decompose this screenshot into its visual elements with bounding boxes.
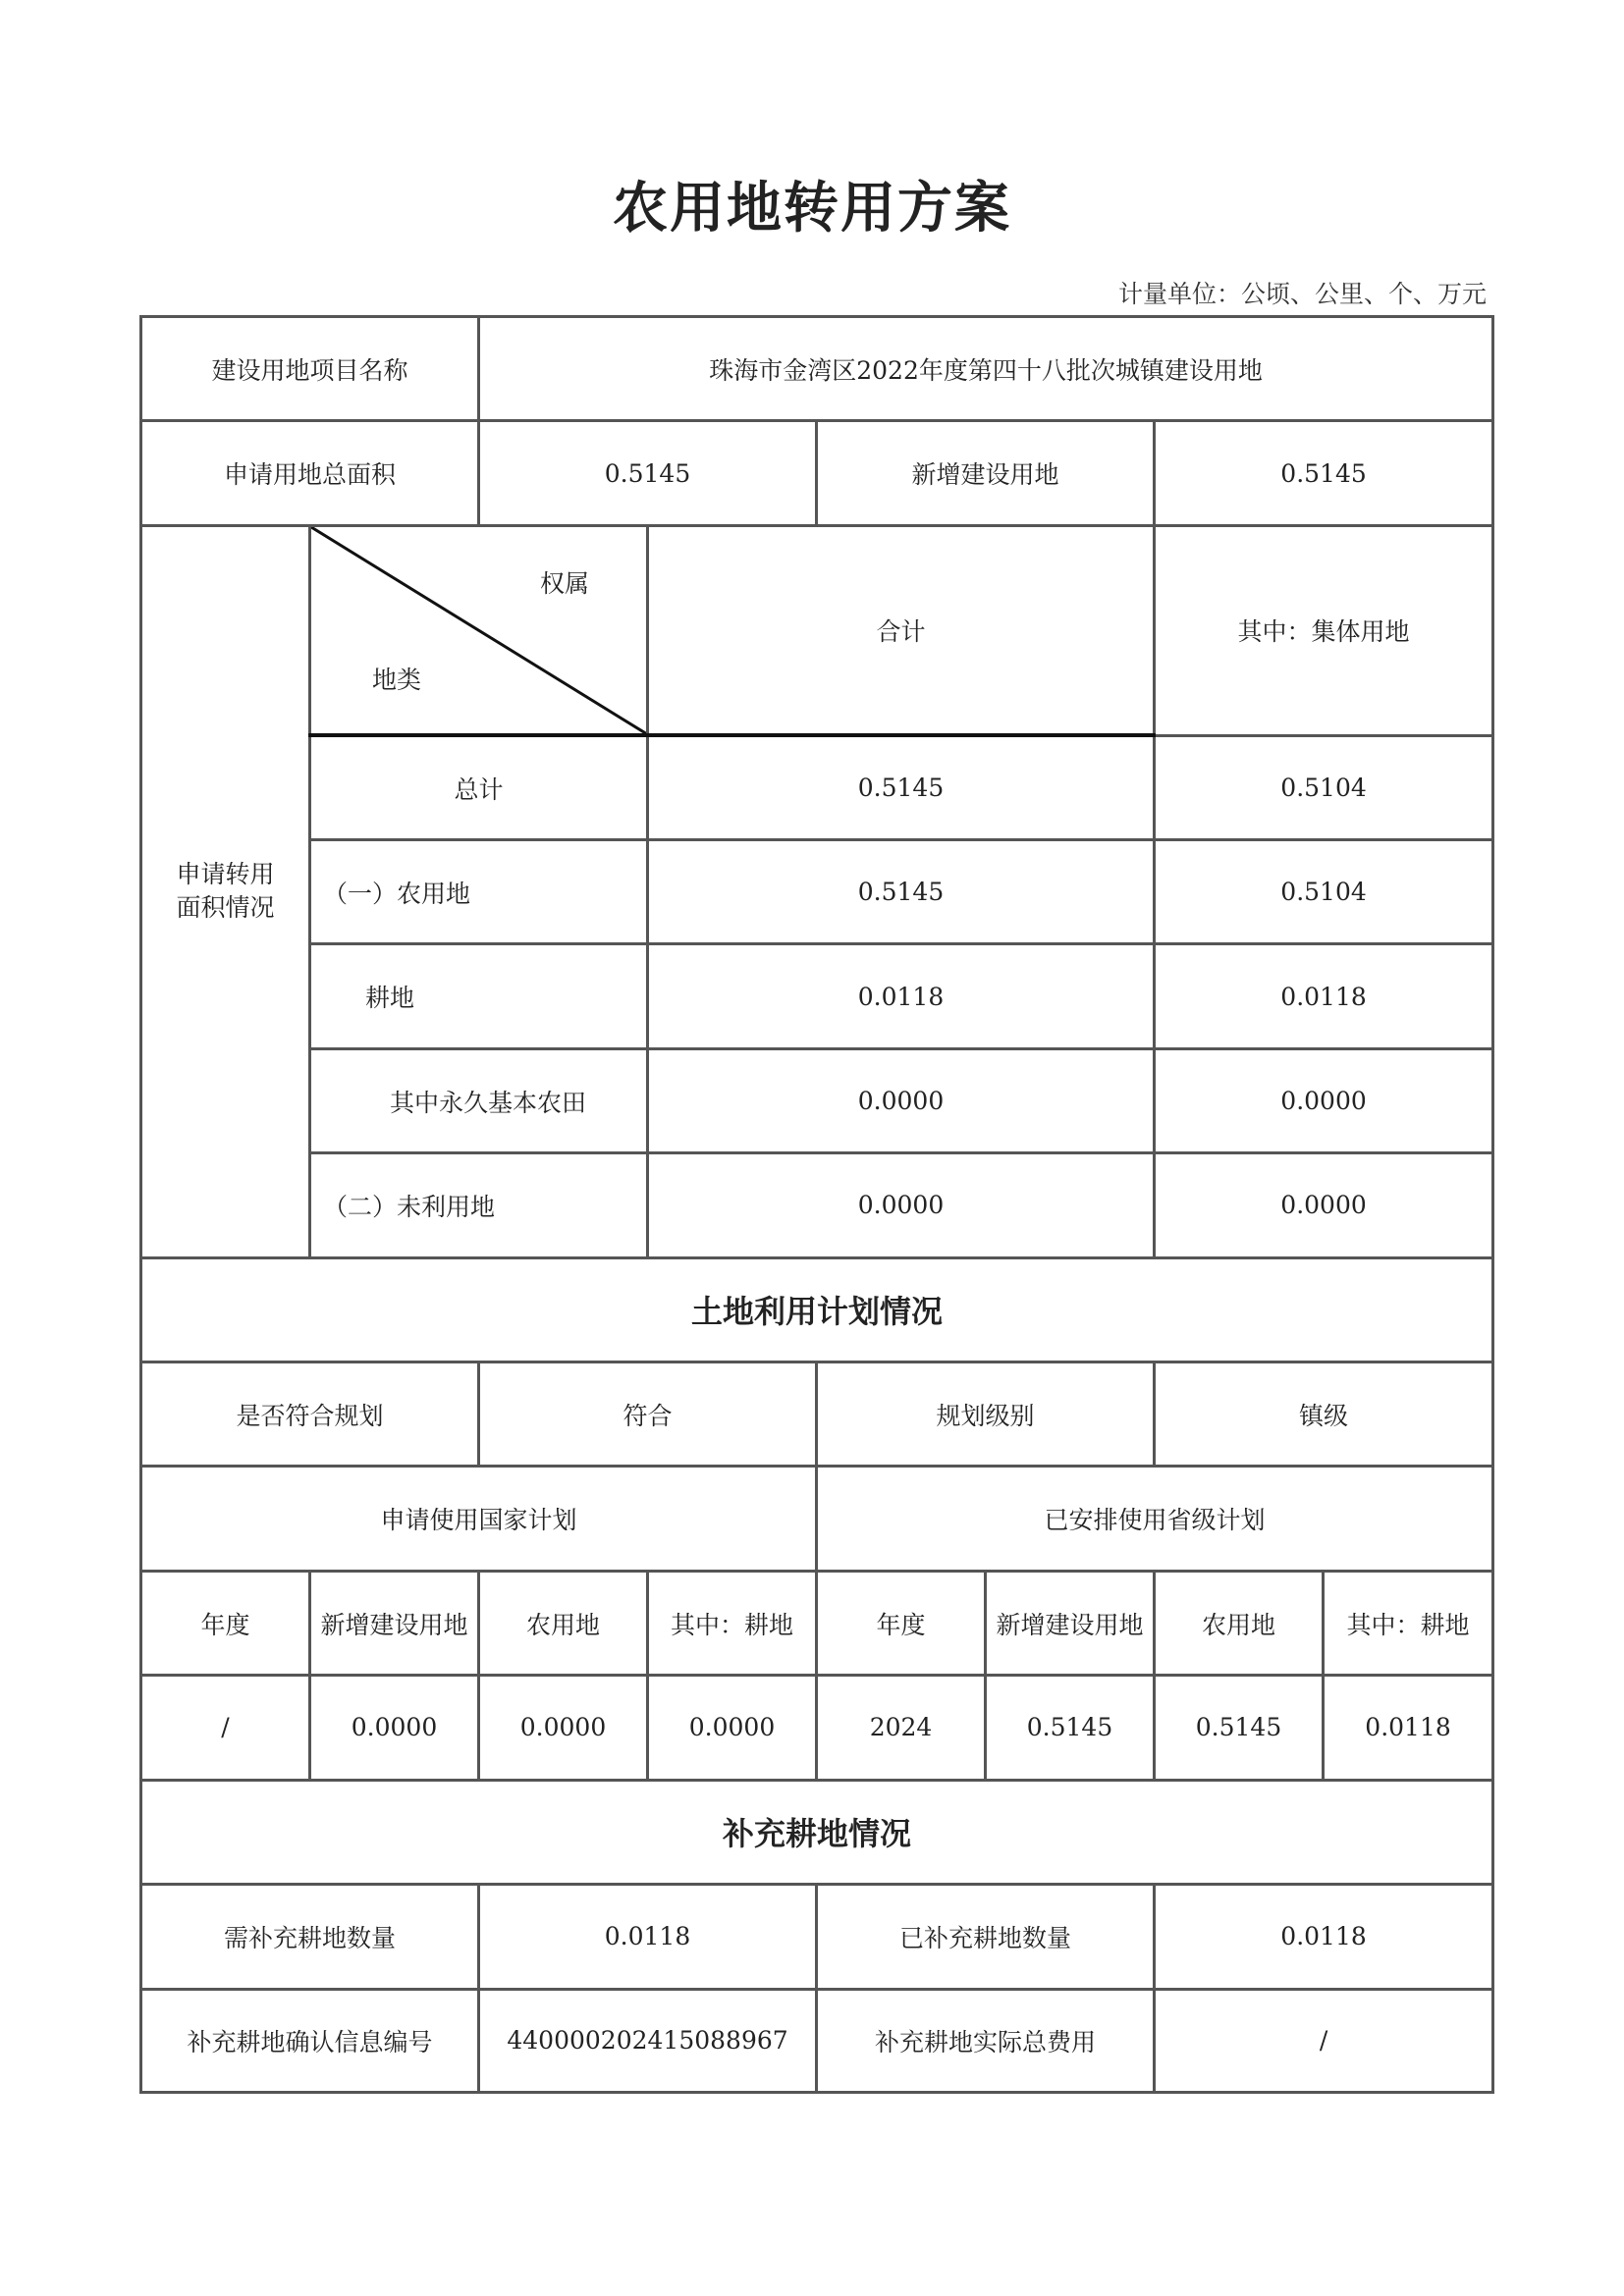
row-grand-total-label: 总计	[310, 735, 648, 839]
supplement-code-label: 补充耕地确认信息编号	[141, 1989, 479, 2093]
national-year-value: /	[141, 1676, 310, 1780]
national-farmland-value: 0.0000	[479, 1676, 648, 1780]
provincial-plan-header: 已安排使用省级计划	[817, 1467, 1493, 1571]
row-unused-land-collective: 0.0000	[1155, 1153, 1493, 1257]
project-name-label: 建设用地项目名称	[141, 317, 479, 421]
row-unused-land-total: 0.0000	[648, 1153, 1155, 1257]
provincial-new-construction-header: 新增建设用地	[986, 1571, 1155, 1675]
national-cultivated-header: 其中：耕地	[648, 1571, 817, 1675]
supplement-code-value: 440000202415088967	[479, 1989, 817, 2093]
supplement-need-value: 0.0118	[479, 1885, 817, 1989]
plan-level-label: 规划级别	[817, 1362, 1155, 1467]
provincial-cultivated-header: 其中：耕地	[1324, 1571, 1493, 1675]
total-column-header: 合计	[648, 525, 1155, 735]
land-type-header: 地类	[372, 666, 422, 695]
total-area-label: 申请用地总面积	[141, 421, 479, 525]
supplement-cost-value: /	[1155, 1989, 1493, 2093]
national-farmland-header: 农用地	[479, 1571, 648, 1675]
plan-conform-value: 符合	[479, 1362, 817, 1467]
conversion-side-label-text: 申请转用面积情况	[176, 860, 275, 923]
land-use-plan-section-title: 土地利用计划情况	[141, 1257, 1493, 1362]
row-grand-total-total: 0.5145	[648, 735, 1155, 839]
row-farmland-collective: 0.5104	[1155, 840, 1493, 944]
supplement-done-value: 0.0118	[1155, 1885, 1493, 1989]
plan-level-value: 镇级	[1155, 1362, 1493, 1467]
diagonal-header-cell	[310, 525, 648, 735]
ownership-header: 权属	[540, 568, 590, 598]
provincial-farmland-header: 农用地	[1155, 1571, 1324, 1675]
row-cultivated-collective: 0.0118	[1155, 944, 1493, 1048]
provincial-farmland-value: 0.5145	[1155, 1676, 1324, 1780]
row-farmland-label: （一）农用地	[310, 840, 648, 944]
row-basic-farmland-total: 0.0000	[648, 1048, 1155, 1152]
measurement-unit-note: 计量单位：公顷、公里、个、万元	[1117, 280, 1487, 308]
row-farmland-total: 0.5145	[648, 840, 1155, 944]
supplement-need-label: 需补充耕地数量	[141, 1885, 479, 1989]
national-new-construction-value: 0.0000	[310, 1676, 479, 1780]
row-basic-farmland-collective: 0.0000	[1155, 1048, 1493, 1152]
supplement-done-label: 已补充耕地数量	[817, 1885, 1155, 1989]
supplement-section-title: 补充耕地情况	[141, 1780, 1493, 1884]
row-cultivated-total: 0.0118	[648, 944, 1155, 1048]
total-area-value: 0.5145	[479, 421, 817, 525]
national-new-construction-header: 新增建设用地	[310, 1571, 479, 1675]
project-name-value: 珠海市金湾区2022年度第四十八批次城镇建设用地	[479, 317, 1493, 421]
national-plan-header: 申请使用国家计划	[141, 1467, 817, 1571]
national-year-header: 年度	[141, 1571, 310, 1675]
row-cultivated-label: 耕地	[310, 944, 648, 1048]
row-basic-farmland-label: 其中永久基本农田	[310, 1048, 648, 1152]
collective-column-header: 其中：集体用地	[1155, 525, 1493, 735]
national-cultivated-value: 0.0000	[648, 1676, 817, 1780]
farmland-conversion-table	[139, 315, 1494, 2094]
provincial-year-value: 2024	[817, 1676, 986, 1780]
provincial-new-construction-value: 0.5145	[986, 1676, 1155, 1780]
provincial-year-header: 年度	[817, 1571, 986, 1675]
new-construction-land-label: 新增建设用地	[817, 421, 1155, 525]
diagonal-line	[311, 527, 646, 733]
conversion-side-label	[141, 525, 310, 1257]
plan-conform-label: 是否符合规划	[141, 1362, 479, 1467]
provincial-cultivated-value: 0.0118	[1324, 1676, 1493, 1780]
row-grand-total-collective: 0.5104	[1155, 735, 1493, 839]
row-unused-land-label: （二）未利用地	[310, 1153, 648, 1257]
supplement-cost-label: 补充耕地实际总费用	[817, 1989, 1155, 2093]
document-title: 农用地转用方案	[613, 176, 1011, 240]
new-construction-land-value: 0.5145	[1155, 421, 1493, 525]
